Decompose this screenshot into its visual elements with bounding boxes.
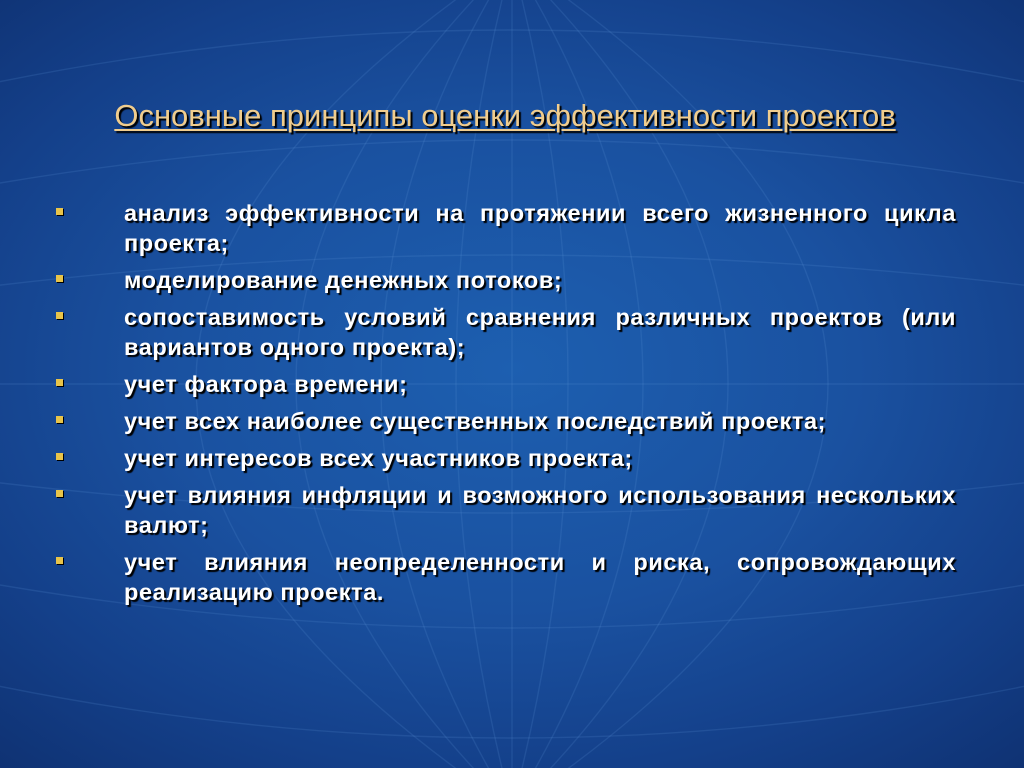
square-bullet-icon — [56, 208, 63, 215]
bullet-text: сопоставимость условий сравнения различных проектов (или вариантов одного проекта); — [124, 304, 956, 360]
list-item — [52, 406, 956, 436]
list-item — [52, 443, 956, 473]
bullet-text: анализ эффективности на протяжении всего жизненного цикла проекта; — [124, 200, 956, 256]
square-bullet-icon — [56, 453, 63, 460]
list-item — [52, 369, 956, 399]
bullet-text: учет фактора времени; — [124, 371, 408, 397]
bullet-text: учет всех наиболее существенных последствий проекта; — [124, 408, 827, 434]
bullet-text: учет влияния неопределенности и риска, сопровождающих реализацию проекта. — [124, 549, 956, 605]
square-bullet-icon — [56, 490, 63, 497]
square-bullet-icon — [56, 379, 63, 386]
list-item — [52, 480, 956, 540]
square-bullet-icon — [56, 275, 63, 282]
list-item — [52, 547, 956, 607]
bullet-text: моделирование денежных потоков; — [124, 267, 563, 293]
bullet-text: учет интересов всех участников проекта; — [124, 445, 633, 471]
square-bullet-icon — [56, 416, 63, 423]
list-item — [52, 198, 956, 258]
list-item — [52, 265, 956, 295]
square-bullet-icon — [56, 557, 63, 564]
bullet-text: учет влияния инфляции и возможного использования нескольких валют; — [124, 482, 956, 538]
slide-title: Основные принципы оценки эффективности проектов — [114, 98, 896, 133]
list-item — [52, 302, 956, 362]
square-bullet-icon — [56, 312, 63, 319]
bullet-list — [52, 198, 956, 614]
